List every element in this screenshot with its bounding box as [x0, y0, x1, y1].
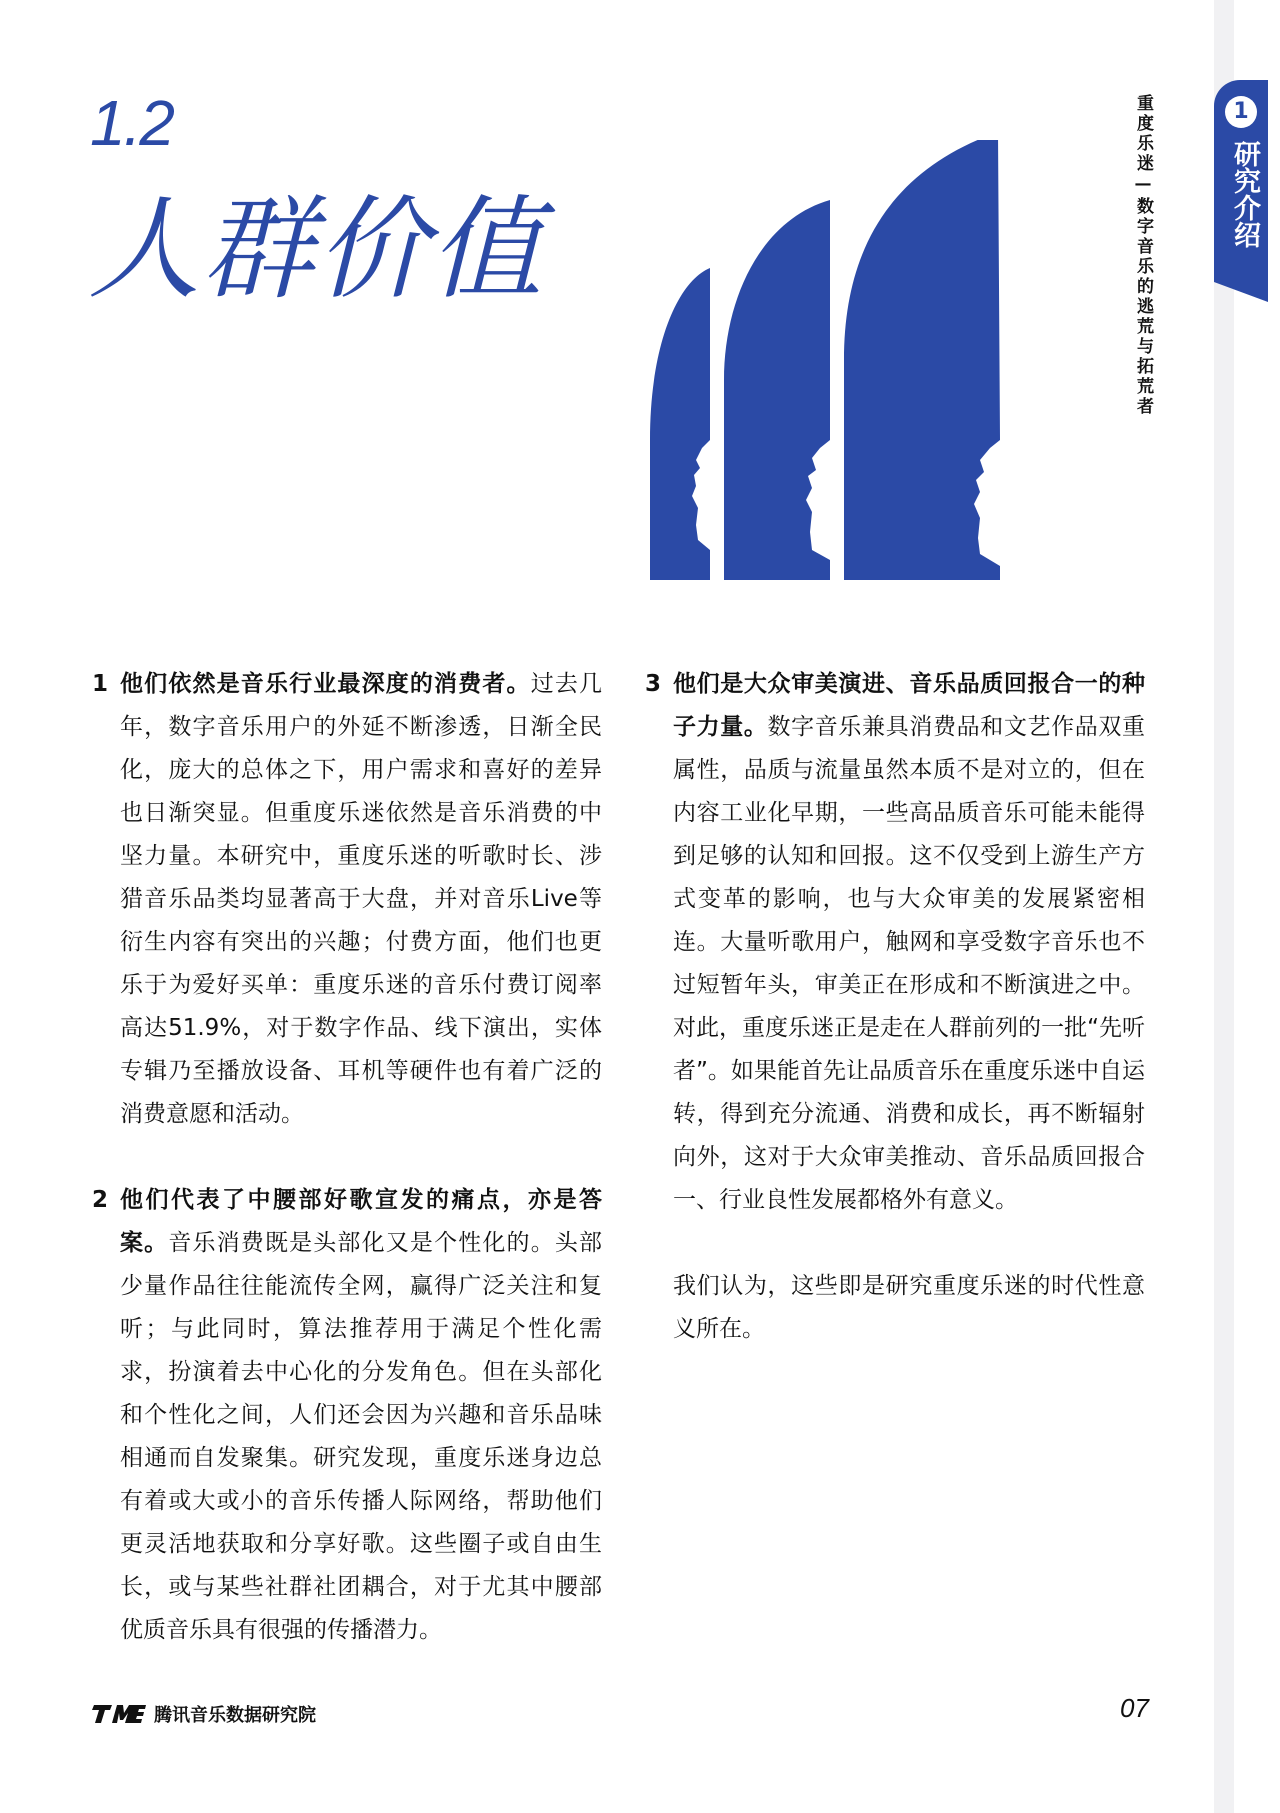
left-text-column: [92, 663, 602, 1652]
item-body: 数字音乐兼具消费品和文艺作品双重属性，品质与流量虽然本质不是对立的，但在内容工业化早期，一些高品质音乐可能未能得到足够的认知和回报。这不仅受到上游生产方式变革的影响，也与大众审美的发展紧密相连。大量听歌用户，触网和享受数字音乐也不过短暂年头，审美正在形成和不断演进之中。对此，重度乐迷正是走在人群前列的一批“先听者”。如果能首先让品质音乐在重度乐迷中自运转，得到充分流通、消费和成长，再不断辐射向外，这对于大众审美推动、音乐品质回报合一、行业良性发展都格外有意义。: [673, 714, 1146, 1213]
right-text-column: [645, 663, 1145, 1351]
section-title: 人群价值: [88, 185, 544, 315]
list-item: [92, 663, 602, 1136]
chapter-tab[interactable]: [1214, 80, 1268, 282]
item-body: 过去几年，数字音乐用户的外延不断渗透，日渐全民化，庞大的总体之下，用户需求和喜好的差异也日渐突显。但重度乐迷依然是音乐消费的中坚力量。本研究中，重度乐迷的听歌时长、涉猎音乐品类均显著高于大盘，并对音乐Live等衍生内容有突出的兴趣；付费方面，他们也更乐于为爱好买单：重度乐迷的音乐付费订阅率高达51.9%，对于数字作品、线下演出，实体专辑乃至播放设备、耳机等硬件也有着广泛的消费意愿和活动。: [120, 671, 603, 1127]
item-number: 2: [92, 1187, 109, 1213]
head-silhouette-medium: [724, 200, 830, 580]
head-silhouette-small: [650, 268, 710, 580]
list-item: [92, 1179, 602, 1652]
item-title: 他们依然是音乐行业最深度的消费者。: [120, 671, 531, 697]
three-head-silhouettes-illustration: [640, 140, 1100, 580]
item-number: 3: [645, 671, 662, 697]
chapter-number-badge: 1: [1225, 96, 1257, 128]
head-silhouette-large: [844, 140, 1000, 580]
running-side-title: 重度乐迷—数字音乐的逃荒与拓荒者: [1133, 94, 1153, 417]
chapter-tab-label: 研究介绍: [1229, 140, 1260, 248]
closing-paragraph: 我们认为，这些即是研究重度乐迷的时代性意义所在。: [673, 1273, 1145, 1342]
item-title: 他们代表了中腰部好歌宣发的痛点，亦是答案。: [120, 1187, 602, 1256]
item-number: 1: [92, 671, 109, 697]
list-item: [645, 663, 1145, 1222]
item-body: 音乐消费既是头部化又是个性化的。头部少量作品往往能流传全网，赢得广泛关注和复听；与此同时，算法推荐用于满足个性化需求，扮演着去中心化的分发角色。但在头部化和个性化之间，人们还会因为兴趣和音乐品味相通而自发聚集。研究发现，重度乐迷身边总有着或大或小的音乐传播人际网络，帮助他们更灵活地获取和分享好歌。这些圈子或自由生长，或与某些社群社团耦合，对于尤其中腰部优质音乐具有很强的传播潜力。: [120, 1230, 603, 1643]
footer-org-name: 腾讯音乐数据研究院: [154, 1705, 316, 1726]
tme-logo-icon: [92, 1703, 146, 1725]
footer-logo: [92, 1700, 316, 1728]
page-number: 07: [1120, 1693, 1149, 1723]
section-number: 1.2: [90, 87, 173, 159]
item-title: 他们是大众审美演进、音乐品质回报合一的种子力量。: [673, 671, 1145, 740]
